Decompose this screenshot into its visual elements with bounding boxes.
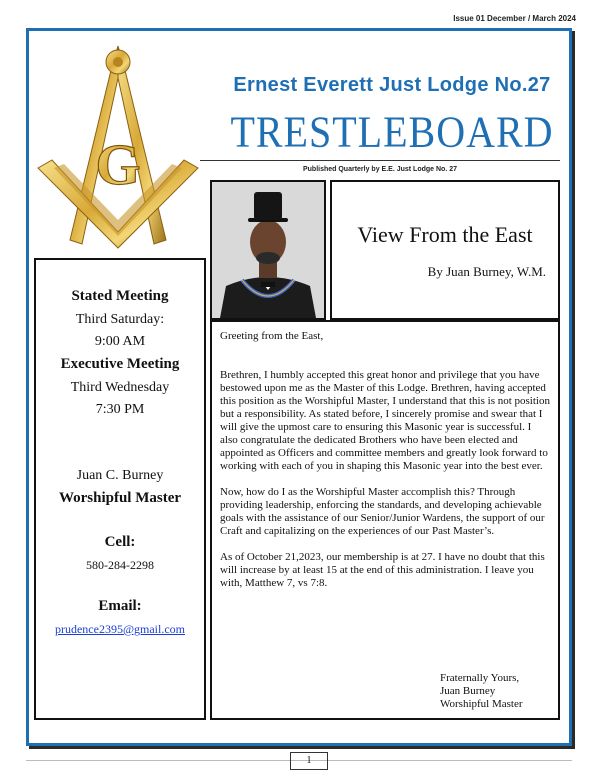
letter-paragraph-2: Now, how do I as the Worshipful Master accomplish this? Through providing leadership, enforcing the standards, and developing achievable goals with the assistance of our Senior/Junior Wardens, the support of our Craft and capitalizing on the experiences of our Past Master’s.	[220, 486, 545, 537]
issue-line: Issue 01 December / March 2024	[453, 14, 576, 23]
master-name: Juan C. Burney	[76, 468, 164, 483]
stated-meeting-day: Third Saturday:	[75, 312, 165, 327]
letter-paragraph-3: As of October 21,2023, our membership is at 27. I have no doubt that this will increase by at least 15 at the end of this administration. I leave you with, Matthew 7, vs 7:8.	[220, 551, 545, 589]
executive-meeting-day: Third Wednesday	[70, 380, 170, 395]
master-title: Worshipful Master	[58, 490, 182, 506]
letter-signoff	[440, 672, 523, 711]
square-and-compass-icon	[34, 40, 202, 250]
column-byline: By Juan Burney, W.M.	[427, 264, 546, 279]
executive-meeting-heading: Executive Meeting	[60, 356, 180, 372]
email-heading: Email:	[98, 598, 142, 614]
lodge-name: Ernest Everett Just Lodge No.27	[233, 74, 551, 96]
signoff-line-1: Fraternally Yours,	[440, 672, 520, 684]
column-title-box	[330, 180, 560, 320]
email-link[interactable]: prudence2395@gmail.com	[54, 622, 185, 636]
letter-body	[210, 320, 560, 720]
author-photo	[210, 180, 326, 320]
meeting-info-sidebar	[34, 258, 206, 720]
published-line: Published Quarterly by E.E. Just Lodge No. 27	[302, 166, 458, 173]
signoff-line-2: Juan Burney	[440, 685, 496, 697]
cell-number: 580-284-2298	[86, 558, 154, 572]
stated-meeting-heading: Stated Meeting	[71, 288, 169, 304]
letter-paragraph-1: Brethren, I humbly accepted this great honor and privilege that you have bestowed upon me as the Master of this Lodge. Brethren, having accepted this position as the Worshipful Master, I understand that this is not position but a responsibility. As stated before, I sincerely promise and swear that I will give the upmost care to ensuring this Masonic year is successful. I also congratulate the dedicated Brothers who have been elected and appointed as Officers and committee members and greatly look forward to working with each of you in shaping this Masonic year into the best ever.	[220, 369, 550, 472]
masthead-divider	[200, 160, 560, 161]
cell-heading: Cell:	[104, 534, 136, 550]
publication-name: TRESTLEBOARD	[230, 106, 554, 157]
portrait-image	[212, 182, 324, 318]
column-title: View From the East	[357, 222, 533, 247]
svg-text:G: G	[95, 132, 141, 197]
stated-meeting-time: 9:00 AM	[94, 334, 146, 349]
page-number: 1	[290, 752, 328, 770]
executive-meeting-time: 7:30 PM	[95, 402, 145, 417]
letter-greeting: Greeting from the East,	[220, 330, 324, 342]
signoff-line-3: Worshipful Master	[440, 698, 523, 710]
